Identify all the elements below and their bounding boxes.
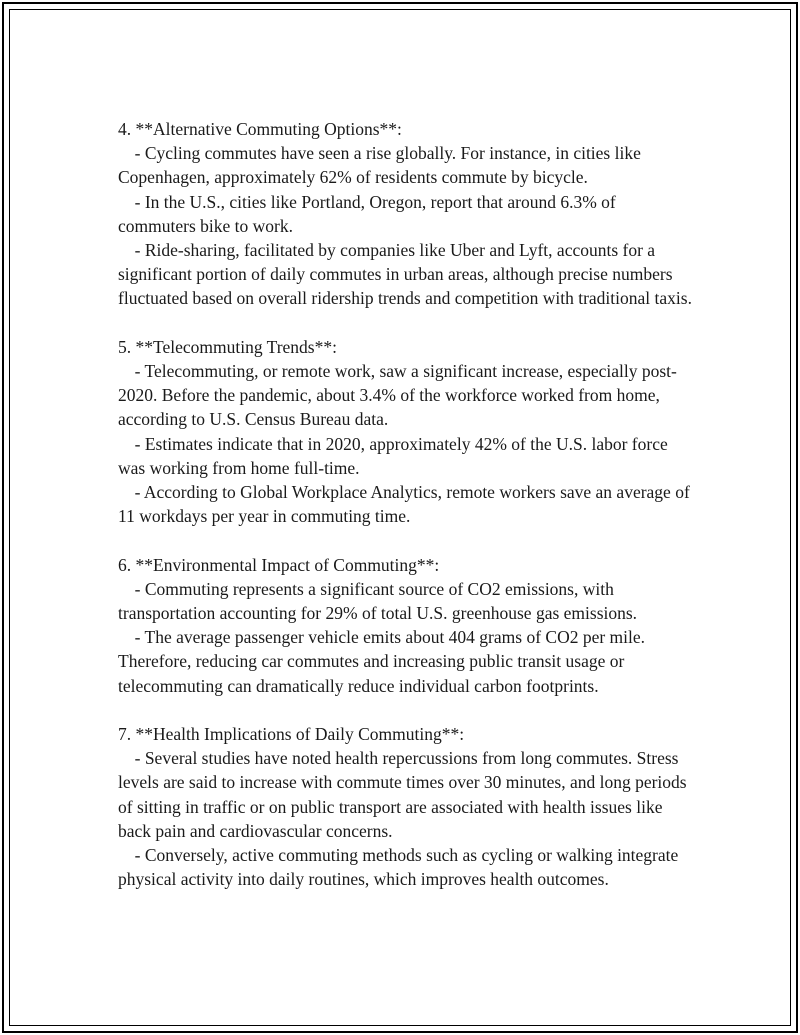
bullet-item: - According to Global Workplace Analytics, remote workers save an average of 11 workdays per year in commuting time. — [118, 482, 690, 527]
document-body — [118, 117, 693, 891]
section-health-implications — [118, 722, 693, 891]
bullet-item: - Estimates indicate that in 2020, approximately 42% of the U.S. labor force was working from home full-time. — [118, 433, 668, 478]
section-heading: 5. **Telecommuting Trends**: — [118, 336, 337, 357]
section-heading: 4. **Alternative Commuting Options**: — [118, 119, 402, 139]
bullet-item: - Cycling commutes have seen a rise globally. For instance, in cities like Copenhagen, approximately 62% of residents commute by bicycle. — [118, 143, 641, 188]
section-environmental-impact — [118, 553, 693, 698]
section-heading: 7. **Health Implications of Daily Commuting**: — [118, 724, 465, 745]
section-heading: 6. **Environmental Impact of Commuting**: — [118, 554, 440, 575]
section-telecommuting-trends — [118, 335, 693, 529]
bullet-item: - The average passenger vehicle emits about 404 grams of CO2 per mile. Therefore, reducing car commutes and increasing public transit usage or telecommuting can dramatically reduce individual carbon footprints. — [118, 627, 646, 696]
bullet-item: - Telecommuting, or remote work, saw a significant increase, especially post-2020. Before the pandemic, about 3.4% of the workforce worked from home, according to U.S. Census Bureau data. — [118, 361, 677, 430]
bullet-item: - Several studies have noted health repercussions from long commutes. Stress levels are said to increase with commute times over 30 minutes, and long periods of sitting in traffic or on public transport are associated with health issues like back pain and cardiovascular concerns. — [118, 748, 687, 841]
bullet-item: - Conversely, active commuting methods such as cycling or walking integrate physical activity into daily routines, which improves health outcomes. — [118, 845, 679, 890]
bullet-item: - In the U.S., cities like Portland, Oregon, report that around 6.3% of commuters bike to work. — [118, 191, 616, 236]
bullet-item: - Commuting represents a significant source of CO2 emissions, with transportation accounting for 29% of total U.S. greenhouse gas emissions. — [118, 578, 638, 624]
section-alternative-commuting — [118, 117, 693, 311]
bullet-item: - Ride-sharing, facilitated by companies like Uber and Lyft, accounts for a significant portion of daily commutes in urban areas, although precise numbers fluctuated based on overall ridership trends and competition with traditional taxis. — [118, 240, 692, 309]
